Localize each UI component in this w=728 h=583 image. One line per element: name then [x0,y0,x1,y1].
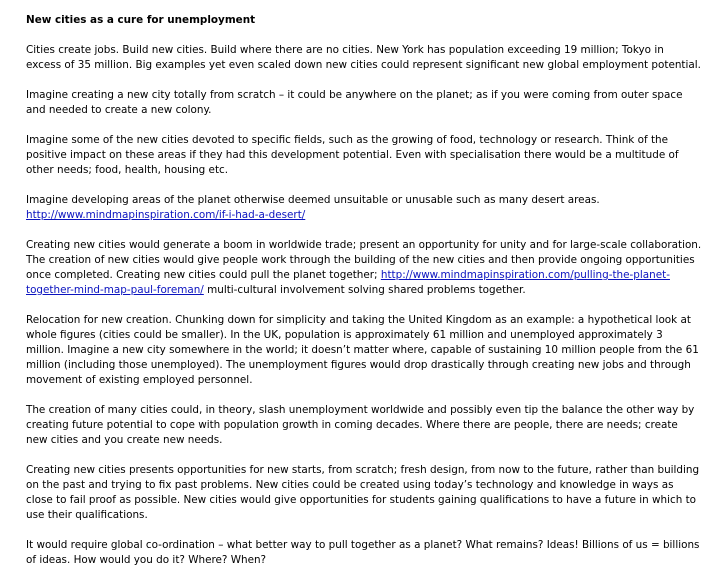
document-title: New cities as a cure for unemployment [26,14,256,26]
paragraph-9: It would require global co-ordination – what better way to pull together as a planet? What remains? Ideas! Billions of us = billions of ideas. How would you do it? Where? When? [26,539,700,566]
paragraph-5-text-b: multi-cultural involvement solving shared problems together. [203,284,526,296]
pulling-planet-link[interactable]: http://www.mindmapinspiration.com/pulling-the-planet-together-mind-map-paul-foreman/ [26,269,670,296]
paragraph-5 [26,238,702,298]
paragraph-3: Imagine some of the new cities devoted to specific fields, such as the growing of food, technology or research. Think of the positive impact on these areas if they had this development potential. Even with specialisation there would be a multitude of other needs; food, health, housing etc. [26,134,679,176]
paragraph-6: Relocation for new creation. Chunking down for simplicity and taking the United Kingdom as an example: a hypothetical look at whole figures (cities could be smaller). In the UK, population is approximately 61 million and unemployed approximately 3 million. Imagine a new city somewhere in the world; it doesn’t matter where, capable of sustaining 10 million people from the 61 million (including those unemployed). The unemployment figures would drop drastically through creating new jobs and through movement of existing employed personnel. [26,314,699,386]
document-page [26,13,702,583]
paragraph-2: Imagine creating a new city totally from scratch – it could be anywhere on the planet; as if you were coming from outer space and needed to create a new colony. [26,89,683,116]
paragraph-1: Cities create jobs. Build new cities. Build where there are no cities. New York has population exceeding 19 million; Tokyo in excess of 35 million. Big examples yet even scaled down new cities could represent significant new global employment potential. [26,44,701,71]
paragraph-8: Creating new cities presents opportunities for new starts, from scratch; fresh design, from now to the future, rather than building on the past and trying to fix past problems. New cities could be created using today’s technology and knowledge in ways as close to fail proof as possible. New cities would give opportunities for students gaining qualifications to have a future in which to use their qualifications. [26,464,700,521]
desert-link[interactable]: http://www.mindmapinspiration.com/if-i-had-a-desert/ [26,209,306,221]
paragraph-4-text: Imagine developing areas of the planet otherwise deemed unsuitable or unusable such as many desert areas. [26,194,600,206]
paragraph-7: The creation of many cities could, in theory, slash unemployment worldwide and possibly even tip the balance the other way by creating future potential to cope with population growth in coming decades. Where there are people, there are needs; create new cities and you create new needs. [26,404,695,446]
paragraph-4 [26,193,702,223]
paragraph-5-text-a: Creating new cities would generate a boom in worldwide trade; present an opportunity for unity and for large-scale collaboration. The creation of new cities would give people work through the building of the new cities and then provide ongoing opportunities once completed. Creating new cities could pull the planet together; [26,239,702,281]
